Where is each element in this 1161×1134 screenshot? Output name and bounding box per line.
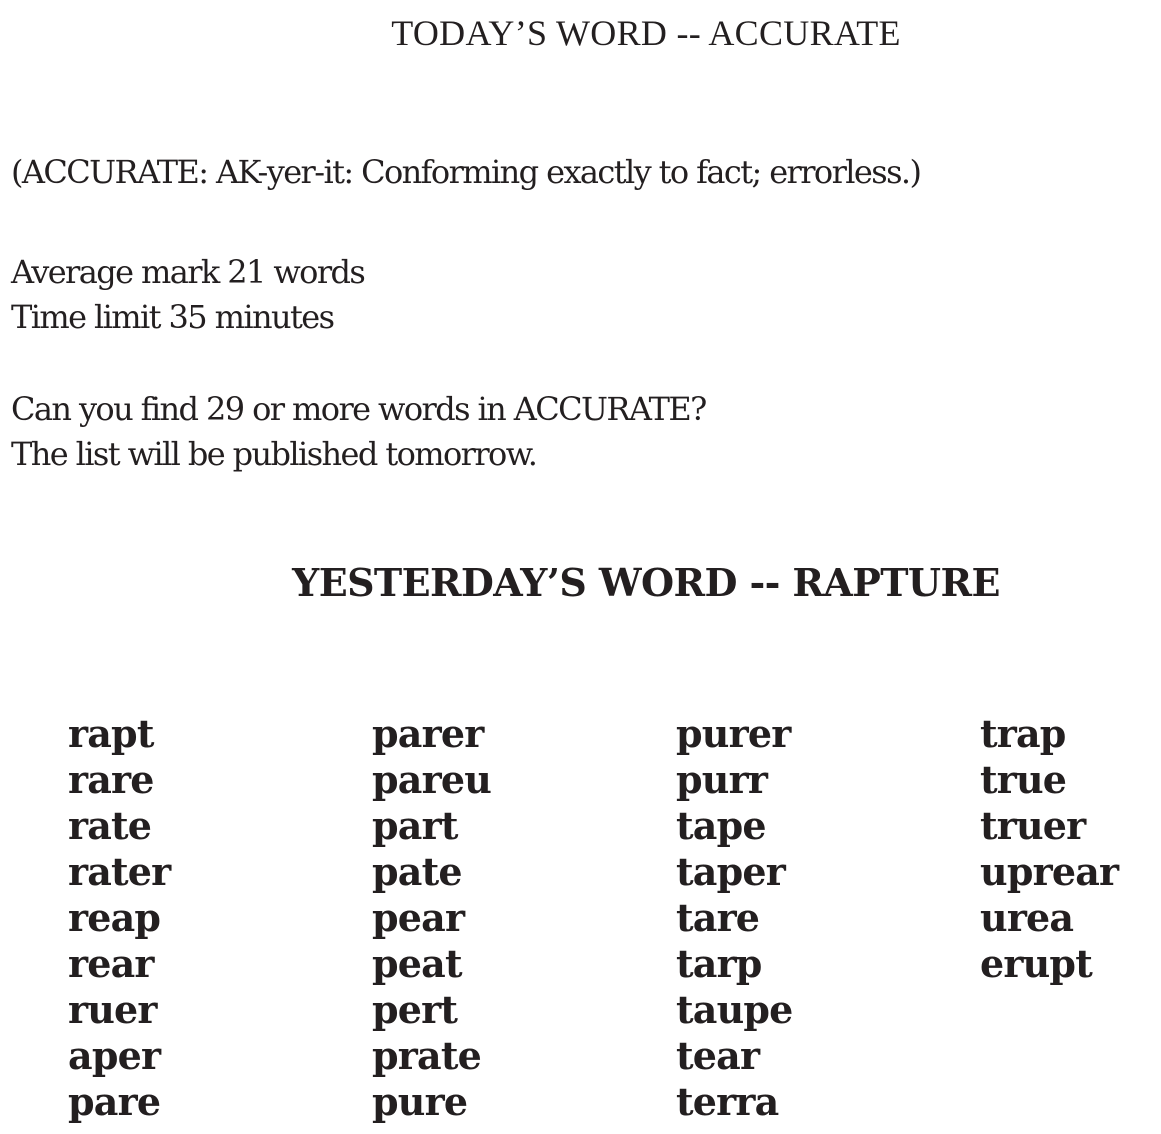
- answer-word: pear: [372, 895, 465, 940]
- answer-word: uprear: [980, 849, 1119, 894]
- answer-word: rate: [68, 803, 152, 848]
- answer-word: ruer: [68, 987, 157, 1032]
- answer-word: pate: [372, 849, 462, 894]
- answer-word: part: [372, 803, 458, 848]
- challenge-question: Can you find 29 or more words in ACCURATE?: [11, 390, 706, 428]
- average-mark: Average mark 21 words: [11, 253, 365, 291]
- answer-word: urea: [980, 895, 1074, 940]
- todays-word-heading: TODAY’S WORD -- ACCURATE: [391, 13, 901, 53]
- answer-word: tear: [676, 1033, 760, 1078]
- answer-word: aper: [68, 1033, 161, 1078]
- answer-word: tape: [676, 803, 766, 848]
- answer-word: pareu: [372, 757, 492, 802]
- answer-word: taper: [676, 849, 785, 894]
- answer-word: rear: [68, 941, 154, 986]
- answer-word: pare: [68, 1079, 161, 1124]
- answer-word: terra: [676, 1079, 779, 1124]
- word-column: [372, 711, 491, 1125]
- yesterdays-word-heading: YESTERDAY’S WORD -- RAPTURE: [292, 560, 1000, 605]
- puzzle-challenge: [11, 387, 706, 477]
- time-limit: Time limit 35 minutes: [11, 298, 334, 336]
- answer-word: true: [980, 757, 1067, 802]
- answer-word: reap: [68, 895, 161, 940]
- answer-word: prate: [372, 1033, 481, 1078]
- answer-word: rare: [68, 757, 154, 802]
- answer-word: pert: [372, 987, 458, 1032]
- answer-word: purer: [676, 711, 791, 756]
- answer-word: tarp: [676, 941, 762, 986]
- answer-word: tare: [676, 895, 760, 940]
- word-definition: (ACCURATE: AK-yer-it: Conforming exactly to fact; errorless.): [11, 153, 921, 191]
- answer-word: taupe: [676, 987, 793, 1032]
- puzzle-stats: [11, 250, 364, 340]
- answer-word: truer: [980, 803, 1086, 848]
- word-column: [676, 711, 793, 1125]
- word-column: [980, 711, 1118, 987]
- word-column: [68, 711, 170, 1125]
- answer-word: purr: [676, 757, 768, 802]
- answer-word: parer: [372, 711, 484, 756]
- yesterday-word-list: [0, 711, 1161, 1131]
- answer-word: rapt: [68, 711, 154, 756]
- answer-word: rater: [68, 849, 171, 894]
- answer-word: peat: [372, 941, 462, 986]
- publish-note: The list will be published tomorrow.: [11, 435, 537, 473]
- answer-word: erupt: [980, 941, 1092, 986]
- answer-word: pure: [372, 1079, 468, 1124]
- answer-word: trap: [980, 711, 1066, 756]
